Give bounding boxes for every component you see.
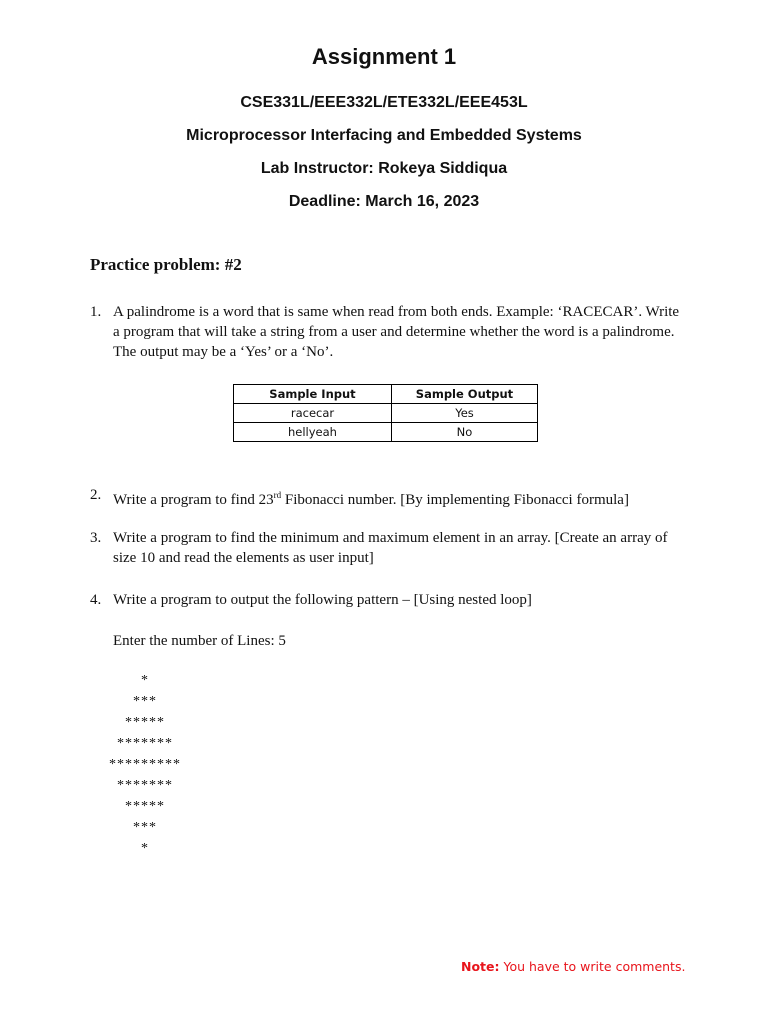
problem-text-part: Fibonacci number. [By implementing Fibonacci formula] [281, 492, 629, 508]
pattern-row: * [141, 841, 149, 856]
table-cell: No [392, 423, 538, 442]
course-codes: CSE331L/EEE332L/ETE332L/EEE453L [240, 94, 528, 111]
table-cell: racecar [234, 404, 392, 423]
lines-prompt: Enter the number of Lines: 5 [113, 633, 286, 649]
problem-text-part: Write a program to find 23 [113, 492, 274, 508]
table-cell: Yes [392, 404, 538, 423]
note-label: Note: [461, 959, 500, 974]
problem-text: Write a program to output the following pattern – [Using nested loop] [113, 592, 532, 608]
table-cell: hellyeah [234, 423, 392, 442]
pattern-row: * [141, 673, 149, 688]
note-text: You have to write comments. [499, 959, 686, 974]
table-header: Sample Input [234, 385, 392, 404]
note [461, 959, 685, 974]
problem-text: A palindrome is a word that is same when read from both ends. Example: ‘RACECAR’. Write a program that will take a string from a user and determine whether the word is a palindrome. The output may be a ‘Yes’ or a ‘No’. [113, 304, 680, 360]
pattern-row: ***** [125, 799, 165, 814]
course-name: Microprocessor Interfacing and Embedded Systems [186, 127, 582, 144]
table-header-row [234, 385, 538, 404]
problem-number: 4. [90, 592, 102, 608]
problem-number: 3. [90, 530, 102, 546]
lab-instructor: Lab Instructor: Rokeya Siddiqua [260, 160, 508, 177]
pattern-row: ******* [117, 736, 173, 751]
problem-number: 2. [90, 487, 102, 503]
assignment-title: Assignment 1 [311, 44, 457, 69]
problem-text: Write a program to find the minimum and maximum element in an array. [Create an array of size 10 and read the elements as user input] [113, 530, 668, 566]
table-row [234, 423, 538, 442]
deadline: Deadline: March 16, 2023 [288, 193, 480, 210]
pattern-row: *** [133, 820, 157, 835]
star-pattern [80, 670, 210, 859]
pattern-row: *** [133, 694, 157, 709]
ordinal-superscript: rd [273, 490, 282, 500]
table-row [234, 404, 538, 423]
practice-heading: Practice problem: #2 [90, 255, 242, 274]
pattern-row: ***** [125, 715, 165, 730]
pattern-row: ********* [109, 757, 181, 772]
pattern-row: ******* [117, 778, 173, 793]
table-header: Sample Output [392, 385, 538, 404]
problem-text [113, 485, 683, 510]
problem-number: 1. [90, 304, 102, 320]
sample-io-table [233, 384, 538, 442]
